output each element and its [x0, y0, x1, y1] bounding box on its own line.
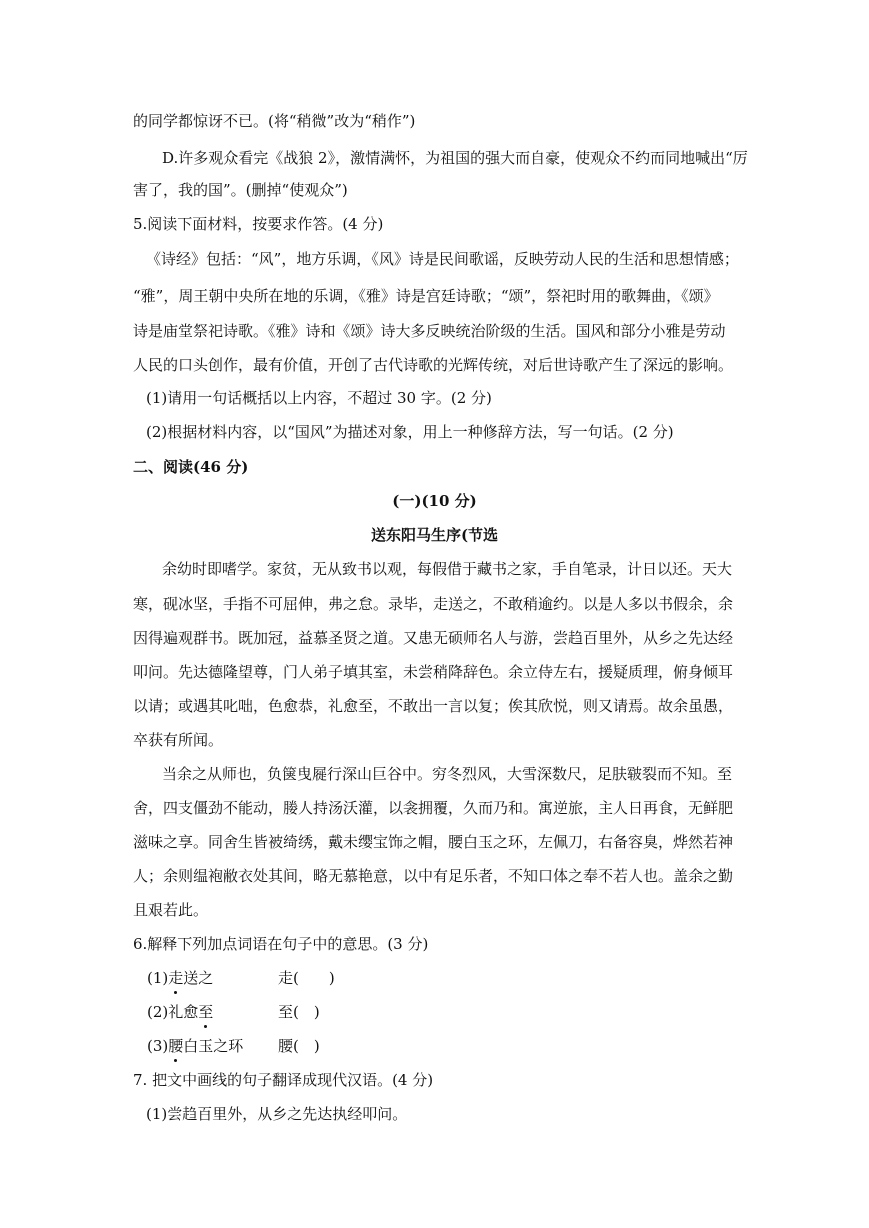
passage-line: 当余之从师也，负箧曳屣行深山巨谷中。穷冬烈风，大雪深数尺，足肤皲裂而不知。至	[162, 765, 733, 783]
q6-item-number: (3)	[147, 1037, 169, 1055]
passage-line: 且艰若此。	[133, 901, 209, 919]
q7-subquestion-1: (1)尝趋百里外，从乡之先达执经叩问。	[146, 1105, 408, 1123]
q6-item-3-answer: 腰( )	[278, 1037, 320, 1055]
passage-line: 卒获有所闻。	[133, 731, 224, 749]
q6-item-1-answer: 走( )	[278, 969, 335, 987]
passage-line: 以请；或遇其叱咄，色愈恭，礼愈至，不敢出一言以复；俟其欣悦，则又请焉。故余虽愚，	[133, 697, 734, 715]
q6-item-text: 白玉之环	[183, 1037, 244, 1055]
q4-option-d-line1: D.许多观众看完《战狼 2》，激情满怀，为祖国的强大而自豪，使观众不约而同地喊出“厉	[162, 149, 748, 167]
q6-item-3	[147, 1036, 243, 1056]
q6-dotted-word: 走	[168, 969, 184, 987]
question-5-title: 5.阅读下面材料，按要求作答。(4 分)	[133, 215, 384, 233]
question-6-title: 6.解释下列加点词语在句子中的意思。(3 分)	[133, 935, 429, 953]
q6-item-text: 礼愈	[168, 1003, 199, 1021]
passage-line: 滋味之享。同舍生皆被绮绣，戴未缨宝饰之帽，腰白玉之环，左佩刀，右备容臭，烨然若神	[133, 833, 734, 851]
q6-item-number: (2)	[147, 1003, 169, 1021]
q6-item-number: (1)	[147, 969, 169, 987]
passage-line: 余幼时即嗜学。家贫，无从致书以观，每假借于藏书之家，手自笔录，计日以还。天大	[162, 560, 733, 578]
q4-option-c-tail: 的同学都惊讶不已。(将“稍微”改为“稍作”)	[133, 112, 416, 130]
q5-material-line: 《诗经》包括：“风”，地方乐调，《风》诗是民间歌谣，反映劳动人民的生活和思想情感；	[146, 250, 739, 268]
q6-item-2-answer: 至( )	[278, 1003, 320, 1021]
q6-dotted-word: 至	[198, 1003, 214, 1021]
passage-line: 叩问。先达德隆望尊，门人弟子填其室，未尝稍降辞色。余立侍左右，援疑质理，俯身倾耳	[133, 663, 734, 681]
q6-dotted-word: 腰	[168, 1037, 184, 1055]
passage-line: 舍，四支僵劲不能动，媵人持汤沃灌，以衾拥覆，久而乃和。寓逆旅，主人日再食，无鲜肥	[133, 799, 734, 817]
q5-material-line: “雅”，周王朝中央所在地的乐调，《雅》诗是宫廷诗歌；“颂”，祭祀时用的歌舞曲，《颂》	[133, 287, 719, 305]
passage-line: 因得遍观群书。既加冠，益慕圣贤之道。又患无硕师名人与游，尝趋百里外，从乡之先达经	[133, 629, 734, 647]
q5-subquestion-1: (1)请用一句话概括以上内容，不超过 30 字。(2 分)	[146, 389, 492, 407]
question-7-title: 7. 把文中画线的句子翻译成现代汉语。(4 分)	[133, 1071, 434, 1089]
q6-item-text: 送之	[183, 969, 214, 987]
q6-item-2	[147, 1002, 213, 1022]
passage-line: 人；余则缊袍敝衣处其间，略无慕艳意，以中有足乐者，不知口体之奉不若人也。盖余之勤	[133, 867, 734, 885]
section-2-heading: 二、阅读(46 分)	[133, 458, 249, 476]
q5-material-line: 人民的口头创作，最有价值，开创了古代诗歌的光辉传统，对后世诗歌产生了深远的影响。	[133, 356, 734, 374]
passage-title: 送东阳马生序(节选	[370, 526, 499, 544]
part-1-heading: (一)(10 分)	[392, 492, 477, 510]
q5-material-line: 诗是庙堂祭祀诗歌。《雅》诗和《颂》诗大多反映统治阶级的生活。国风和部分小雅是劳动	[133, 322, 726, 340]
q4-option-d-line2: 害了，我的国”。(删掉“使观众”)	[133, 181, 348, 199]
q5-subquestion-2: (2)根据材料内容，以“国风”为描述对象，用上一种修辞方法，写一句话。(2 分)	[146, 423, 674, 441]
passage-line: 寒，砚冰坚，手指不可屈伸，弗之怠。录毕，走送之，不敢稍逾约。以是人多以书假余，余	[133, 595, 734, 613]
q6-item-1	[147, 968, 213, 988]
